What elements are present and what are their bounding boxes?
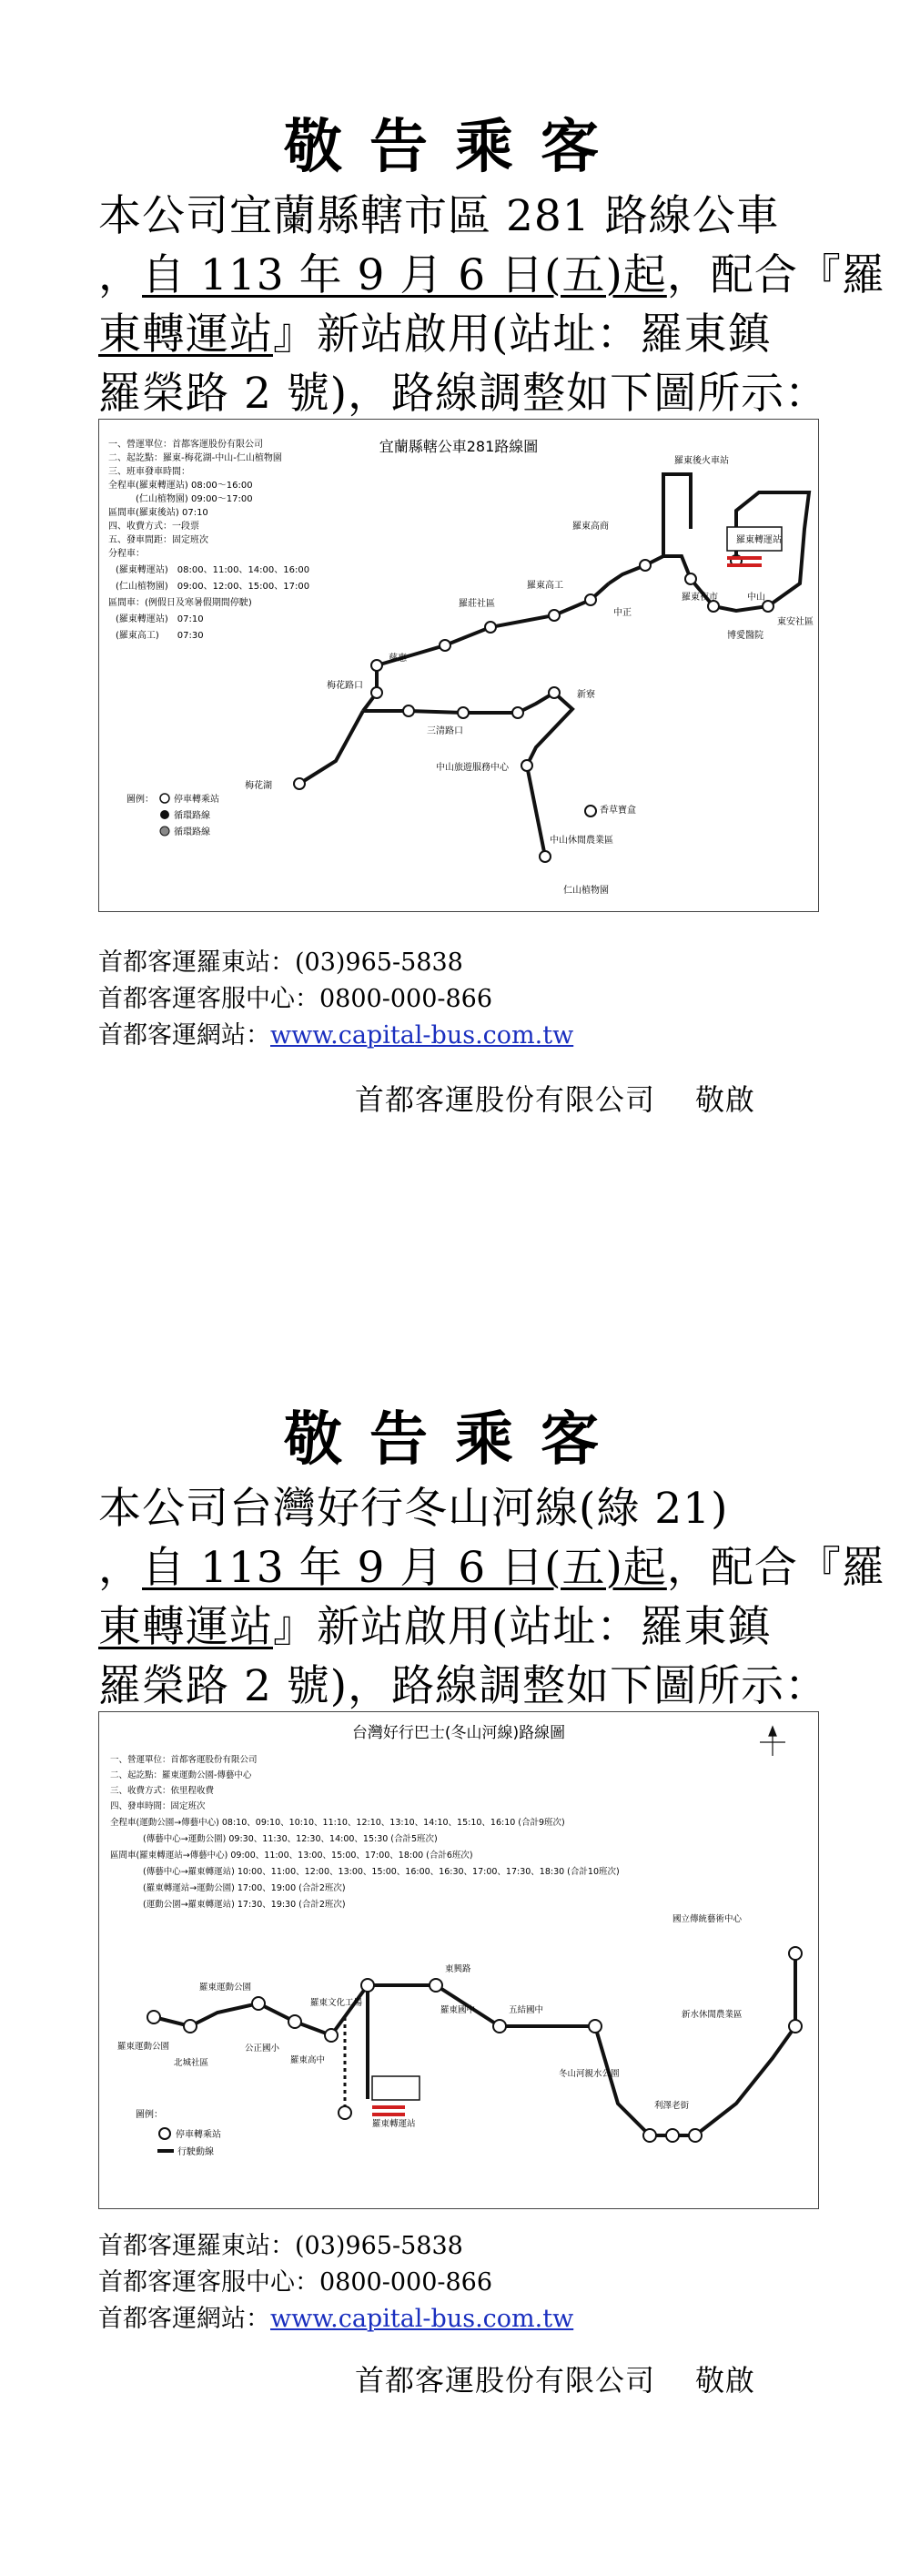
map-info-line: 分程車： [108,549,145,559]
stop-marker [294,778,305,789]
stop-label: 中山 [747,593,765,603]
route-line [299,711,363,784]
legend-loop-icon [160,810,169,819]
stop-label: 慈惠 [389,654,407,664]
legend-stop-icon [160,794,169,803]
map-info-line: 二、起訖點：羅東運動公園-傳藝中心 [110,1770,252,1780]
route-map-281-svg [99,420,818,911]
signature [355,1077,755,1119]
notice-line-1: 本公司宜蘭縣轄市區 281 路線公車 [98,191,780,241]
map-info-line: 區間車(羅東轉運站→傳藝中心) 09:00、11:00、13:00、15:00、17:00、18:00 (合計6班次) [110,1851,473,1861]
map-info-line: 全程車(羅東轉運站) 08:00～16:00 [108,481,253,491]
stop-label: 東興路 [445,1964,471,1974]
legend-label: 循環路線 [174,827,210,837]
stop-label: 中正 [613,608,632,618]
stop-marker [184,2020,197,2033]
legend-label: 行駛動線 [177,2147,214,2157]
map-info-line: (仁山植物園) 09:00、12:00、15:00、17:00 [116,582,310,592]
contact-station: 首都客運羅東站：(03)965-5838 [98,2232,463,2260]
legend-title: 圖例： [136,2110,163,2120]
stop-marker [147,2011,160,2023]
map-info-line: 四、發車時間：固定班次 [110,1801,206,1811]
notice-line-4: 羅榮路 2 號)，路線調整如下圖所示： [98,1661,829,1711]
map-info-line: 全程車(運動公園→傳藝中心) 08:10、09:10、10:10、11:10、12:10、13:10、14:10、15:10、16:10 (合計9班次) [110,1818,565,1828]
legend-title: 圖例： [126,795,154,805]
stop-label: 北城社區 [174,2058,209,2068]
stop-label: 梅花湖 [245,781,272,791]
route-map-281 [98,419,819,912]
stop-label: 利澤老街 [654,2101,690,2111]
notice-line-2 [98,1534,885,1595]
stop-marker [325,2029,338,2042]
route-line [363,693,572,766]
stop-marker [371,660,382,671]
notice-line-3 [98,300,771,361]
notice-line-4: 羅榮路 2 號)，路線調整如下圖所示： [98,369,829,419]
stop-label: 中山旅遊服務中心 [436,763,509,773]
contact-station: 首都客運羅東站：(03)965-5838 [98,948,463,977]
stop-marker [493,2020,506,2033]
stop-marker [371,687,382,698]
map-info-line: 四、收費方式：一段票 [108,522,199,532]
stop-label: 三清路口 [427,726,463,736]
stop-label: 梅花路口 [327,681,363,691]
stop-label: 仁山植物園 [563,886,609,896]
stop-marker [585,806,596,816]
stop-label: 羅東國中 [440,2005,476,2015]
notice-line-3 [98,1593,771,1654]
route-map-green21-svg [99,1712,818,2208]
stop-marker [589,2020,602,2033]
stop-label: 新水休閒農業區 [682,2010,743,2020]
notice-effective-date: 自 113 年 9 月 6 日(五)起 [142,1543,667,1593]
map-info-line: (傳藝中心→羅東轉運站) 10:00、11:00、12:00、13:00、15:00、16:00、16:30、17:00、17:30、18:30 (合計10班次) [143,1867,620,1877]
map-info [110,1754,620,1910]
signature-regards: 敬啟 [695,2363,756,2398]
stop-label: 冬山河親水公園 [559,2069,620,2079]
map-info-line: (羅東轉運站→運動公園) 17:00、19:00 (合計2班次) [143,1883,346,1893]
map-info-line: 一、營運單位：首都客運股份有限公司 [108,440,263,450]
stop-marker [643,2129,656,2142]
signature [355,2358,755,2399]
signature-regards: 敬啟 [695,1082,756,1117]
map-info-line: 三、收費方式：依里程收費 [110,1786,215,1796]
stop-marker [549,687,560,698]
notice-line-2-post: ，配合『羅 [666,1543,885,1593]
contact-service: 首都客運客服中心：0800-000-866 [98,2268,493,2297]
stop-marker [789,1947,802,1960]
map-info-line: 五、發車間距：固定班次 [108,535,208,545]
stop-label: 羅東轉運站 [372,2119,416,2129]
stop-labels [245,454,814,896]
stop-marker [521,760,532,771]
notice-title: 敬告乘客 [284,113,626,181]
stop-label: 五結國中 [509,2005,544,2015]
map-info-line: (運動公園→羅東轉運站) 17:30、19:30 (合計2班次) [143,1900,346,1910]
contact-website [98,2298,573,2334]
stop-label: 羅東高工 [527,581,563,591]
stop-label: 香草寶盒 [600,806,636,816]
stop-label: 羅東後火車站 [674,456,729,466]
notice-line-3-post: 』新站啟用(站址：羅東鎮 [273,309,772,360]
map-legend [136,2108,221,2157]
route-line [663,474,691,556]
stop-marker [689,2129,702,2142]
stop-marker [666,2129,679,2142]
contact-website-label: 首都客運網站： [98,1021,270,1050]
map-info-line: (羅東轉運站) 08:00、11:00、14:00、16:00 [116,565,310,575]
stop-marker [430,1979,442,1992]
website-link[interactable]: www.capital-bus.com.tw [270,1021,574,1050]
compass-icon [760,1727,785,1756]
contact-service: 首都客運客服中心：0800-000-866 [98,985,493,1013]
stop-label: 羅東轉運站 [736,535,782,545]
notice-station-name: 東轉運站 [98,309,273,360]
route-line [527,766,545,857]
stop-marker [485,622,496,633]
route-map-green21 [98,1711,819,2209]
map-info-line: 三、班車發車時間： [108,467,190,477]
stop-marker [549,610,560,621]
legend-loop-icon [160,827,169,836]
stop-label: 公正國小 [245,2044,280,2054]
stop-label: 羅東高商 [572,522,609,532]
contact-website [98,1015,573,1050]
notice-line-3-post: 』新站啟用(站址：羅東鎮 [273,1602,772,1652]
stop-marker [585,594,596,605]
notice-line-2-pre: ， [98,250,142,300]
stop-marker [685,573,696,584]
map-info-line: 區間車(羅東後站) 07:10 [108,508,208,518]
stop-label: 東安社區 [777,617,814,627]
signature-company: 首都客運股份有限公司 [355,1082,656,1117]
stop-label: 羅東運動公園 [117,2042,170,2052]
website-link[interactable]: www.capital-bus.com.tw [270,2305,574,2333]
legend-label: 停車轉乘站 [176,2130,221,2140]
map-legend [126,793,219,837]
map-info-line: (羅東轉運站) 07:10 [116,614,204,624]
map-info-line: (羅東高工) 07:30 [116,631,204,641]
stop-marker [361,1979,374,1992]
notice-title: 敬告乘客 [284,1405,626,1474]
stop-marker [252,1997,265,2010]
notice-line-2 [98,241,885,302]
signature-company: 首都客運股份有限公司 [355,2363,656,2398]
stop-label: 羅東運動公園 [199,1983,252,1993]
map-info-line: (傳藝中心→運動公園) 09:30、11:30、12:30、14:00、15:30 (合計5班次) [143,1834,438,1844]
notice-line-2-pre: ， [98,1543,142,1593]
map-info-line: 一、營運單位：首都客運股份有限公司 [110,1755,258,1765]
stop-label: 國立傳統藝術中心 [672,1914,743,1924]
notice-line-1: 本公司台灣好行冬山河線(綠 21) [98,1484,729,1534]
notice-line-2-post: ，配合『羅 [666,250,885,300]
stop-label: 博愛醫院 [727,631,763,641]
map-title: 台灣好行巴士(冬山河線)路線圖 [351,1724,566,1742]
terminal-icon [372,2076,420,2116]
legend-label: 循環路線 [174,811,210,821]
stop-label: 新寮 [577,690,595,700]
contact-website-label: 首都客運網站： [98,2305,270,2333]
map-info [108,438,309,641]
stop-labels [117,1913,743,2129]
stop-marker [403,705,414,716]
stop-marker [458,707,469,718]
stop-marker [440,640,450,651]
stop-marker [339,2106,351,2119]
stop-label: 羅東夜市 [682,593,718,603]
notice-station-name: 東轉運站 [98,1602,273,1652]
stop-label: 羅莊社區 [459,599,495,609]
map-info-line: 區間車：(例假日及寒暑假期間停駛) [108,598,252,608]
stop-label: 羅東文化工場 [310,1998,363,2008]
legend-label: 停車轉乘站 [174,795,219,805]
stop-marker [789,2020,802,2033]
stop-label: 羅東高中 [290,2055,326,2065]
stop-marker [512,707,523,718]
map-title: 宜蘭縣轄公車281路線圖 [379,438,539,455]
stop-label: 中山休閒農業區 [550,836,613,846]
map-info-line: (仁山植物園) 09:00～17:00 [136,494,253,504]
legend-stop-icon [159,2128,170,2139]
stop-marker [640,560,651,571]
notice-effective-date: 自 113 年 9 月 6 日(五)起 [142,250,667,300]
stop-marker [288,2015,301,2028]
stop-marker [540,851,551,862]
map-info-line: 二、起訖點：羅東-梅花湖-中山-仁山植物園 [108,453,282,463]
